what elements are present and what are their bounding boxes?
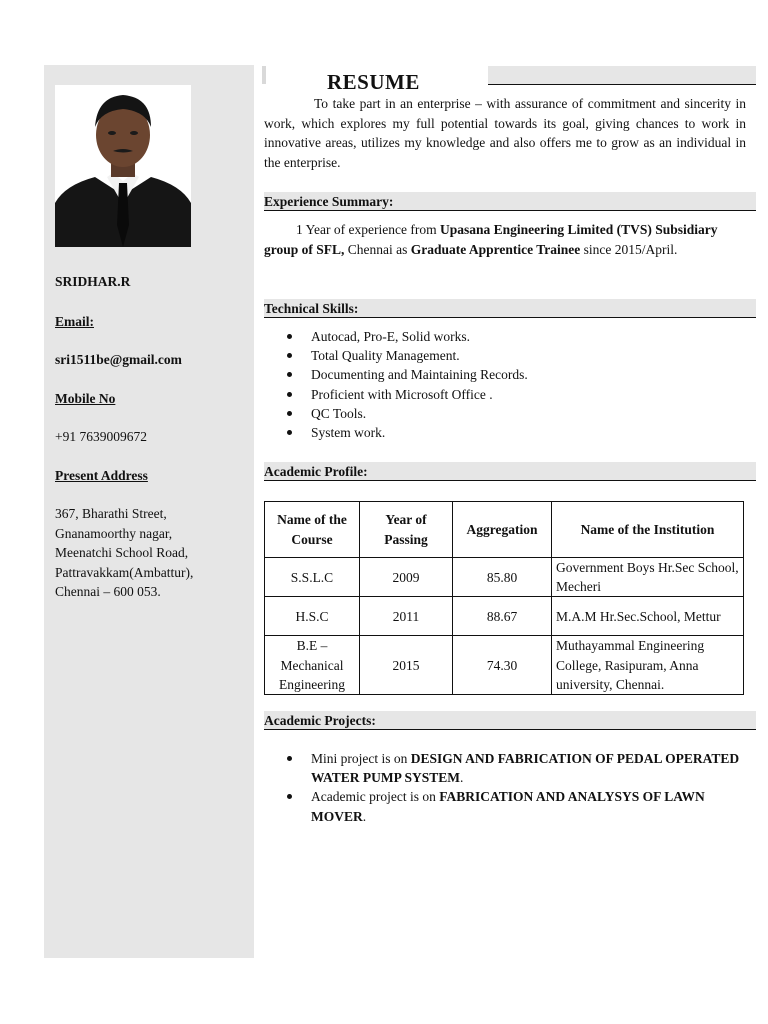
column-header: Year of Passing <box>360 502 453 558</box>
skill-item: Proficient with Microsoft Office . <box>264 385 746 404</box>
title-bar <box>488 66 756 85</box>
table-row <box>265 597 744 636</box>
skill-item: Documenting and Maintaining Records. <box>264 365 746 384</box>
email-label: Email: <box>55 314 94 329</box>
skill-item: System work. <box>264 423 746 442</box>
project-item <box>264 787 746 825</box>
person-photo-icon <box>55 85 191 247</box>
projects-heading: Academic Projects: <box>264 711 756 730</box>
sidebar <box>44 65 254 958</box>
projects-list <box>264 749 746 826</box>
table-cell: 88.67 <box>453 597 552 636</box>
mobile-value: +91 7639009672 <box>55 429 147 444</box>
project-suffix: . <box>362 808 367 824</box>
experience-role: Graduate Apprentice Trainee <box>410 241 581 257</box>
profile-photo <box>55 85 191 247</box>
project-suffix: . <box>460 770 464 786</box>
table-cell: 85.80 <box>453 558 552 597</box>
table-cell: 2011 <box>360 597 453 636</box>
table-cell: 74.30 <box>453 636 552 695</box>
candidate-name: SRIDHAR.R <box>55 274 131 289</box>
experience-company: Upasana Engineering Limited (TVS) Subsidiary group of SFL, <box>264 222 718 257</box>
table-cell: B.E – Mechanical Engineering <box>265 636 360 695</box>
address-line: Gnanamoorthy nagar, <box>55 525 173 541</box>
column-header: Aggregation <box>453 502 552 558</box>
skill-item: Autocad, Pro-E, Solid works. <box>264 327 746 346</box>
skills-heading: Technical Skills: <box>264 299 756 318</box>
project-title: FABRICATION AND ANALYSYS OF LAWN MOVER <box>311 789 705 824</box>
project-title: DESIGN AND FABRICATION OF PEDAL OPERATED WATER PUMP SYSTEM <box>311 751 740 786</box>
column-header: Name of the Course <box>265 502 360 558</box>
table-cell: 2015 <box>360 636 453 695</box>
project-prefix: Mini project is on <box>311 751 411 766</box>
column-header: Name of the Institution <box>552 502 744 558</box>
address-line: 367, Bharathi Street, <box>55 506 167 521</box>
experience-part: since 2015/April. <box>580 241 678 257</box>
address-block <box>55 504 250 602</box>
table-cell: M.A.M Hr.Sec.School, Mettur <box>552 597 744 636</box>
address-line: Meenatchi School Road, <box>55 545 189 560</box>
address-label: Present Address <box>55 468 148 483</box>
table-cell: H.S.C <box>265 597 360 636</box>
table-row <box>265 636 744 695</box>
table-cell: Government Boys Hr.Sec School, Mecheri <box>552 558 744 597</box>
project-item <box>264 749 746 787</box>
email-value: sri1511be@gmail.com <box>55 352 182 367</box>
page-title: RESUME <box>327 70 420 94</box>
address-line: Pattravakkam(Ambattur), <box>55 564 194 580</box>
skills-list <box>264 327 746 442</box>
project-prefix: Academic project is on <box>311 789 440 805</box>
table-header-row <box>265 502 744 558</box>
experience-text <box>264 220 746 259</box>
table-cell: S.S.L.C <box>265 558 360 597</box>
experience-part: Chennai as <box>344 241 411 257</box>
mobile-label: Mobile No <box>55 391 116 406</box>
table-cell: Muthayammal Engineering College, Rasipuram, Anna university, Chennai. <box>552 636 744 695</box>
table-cell: 2009 <box>360 558 453 597</box>
skill-item: Total Quality Management. <box>264 346 746 365</box>
academic-heading: Academic Profile: <box>264 462 756 481</box>
skill-item: QC Tools. <box>264 404 746 423</box>
title-bar-accent <box>262 66 266 84</box>
address-line: Chennai – 600 053. <box>55 584 161 599</box>
academic-table <box>264 501 744 695</box>
table-row <box>265 558 744 597</box>
experience-part: 1 Year of experience from <box>296 222 440 237</box>
objective-text: To take part in an enterprise – with assurance of commitment and sincerity in work, which explores my full potential towards its goal, giving chances to work in innovative areas, utilizes my knowledge and also offers me to grow as an individual in the enterprise. <box>264 96 746 170</box>
experience-heading: Experience Summary: <box>264 192 756 211</box>
